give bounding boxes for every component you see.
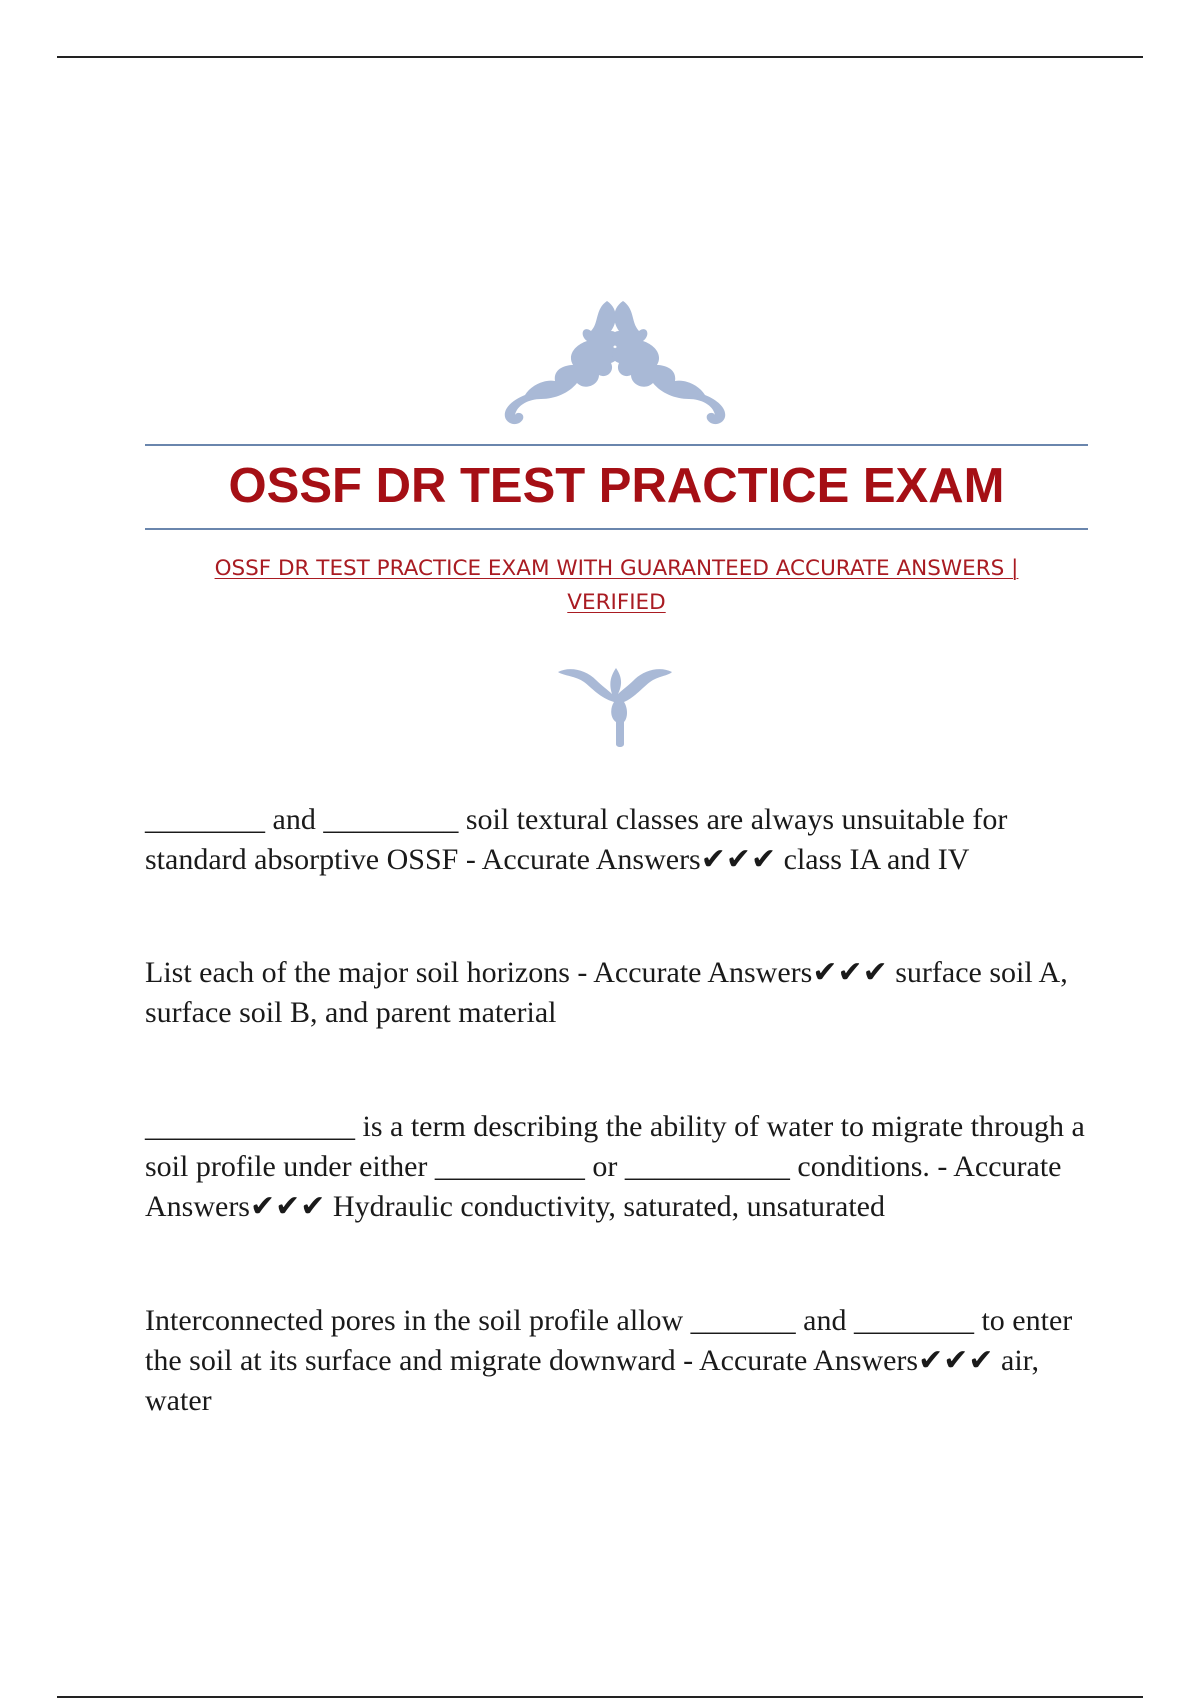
qa-item [145, 1301, 1090, 1421]
answer-text: class IA and IV [776, 843, 970, 876]
answer-text: air, water [145, 1344, 1047, 1417]
question-text: Interconnected pores in the soil profile allow _______ and ________ to enter the soil at its surface and migrate downward - Accurate Answers [145, 1304, 1080, 1377]
title-rule-lower [145, 528, 1088, 530]
document-title: OSSF DR TEST PRACTICE EXAM [228, 459, 1005, 513]
title-rule-upper [145, 444, 1088, 446]
checkmarks: ✔✔✔ [700, 843, 777, 876]
page-bottom-rule [57, 1696, 1143, 1698]
answer-text: Hydraulic conductivity, saturated, unsaturated [325, 1190, 885, 1223]
question-text: List each of the major soil horizons - Accurate Answers [145, 956, 813, 989]
checkmarks: ✔✔✔ [812, 956, 888, 989]
checkmarks: ✔✔✔ [918, 1344, 994, 1377]
answer-text: surface soil A, surface soil B, and parent material [145, 956, 1076, 1029]
question-text: ______________ is a term describing the ability of water to migrate through a soil profile under either __________ or ___________ conditions. - Accurate Answers [145, 1110, 1093, 1223]
page-top-rule [57, 56, 1143, 58]
floral-ornament-top-icon [495, 295, 735, 425]
qa-item [145, 1107, 1093, 1227]
qa-item [145, 953, 1090, 1033]
qa-item [145, 800, 1090, 880]
document-subtitle: OSSF DR TEST PRACTICE EXAM WITH GUARANTEED ACCURATE ANSWERS | VERIFIED [214, 556, 1019, 615]
question-text: ________ and _________ soil textural classes are always unsuitable for standard absorptive OSSF - Accurate Answers [145, 803, 1015, 876]
fleuron-ornament-icon [550, 660, 680, 750]
checkmarks: ✔✔✔ [250, 1190, 326, 1223]
